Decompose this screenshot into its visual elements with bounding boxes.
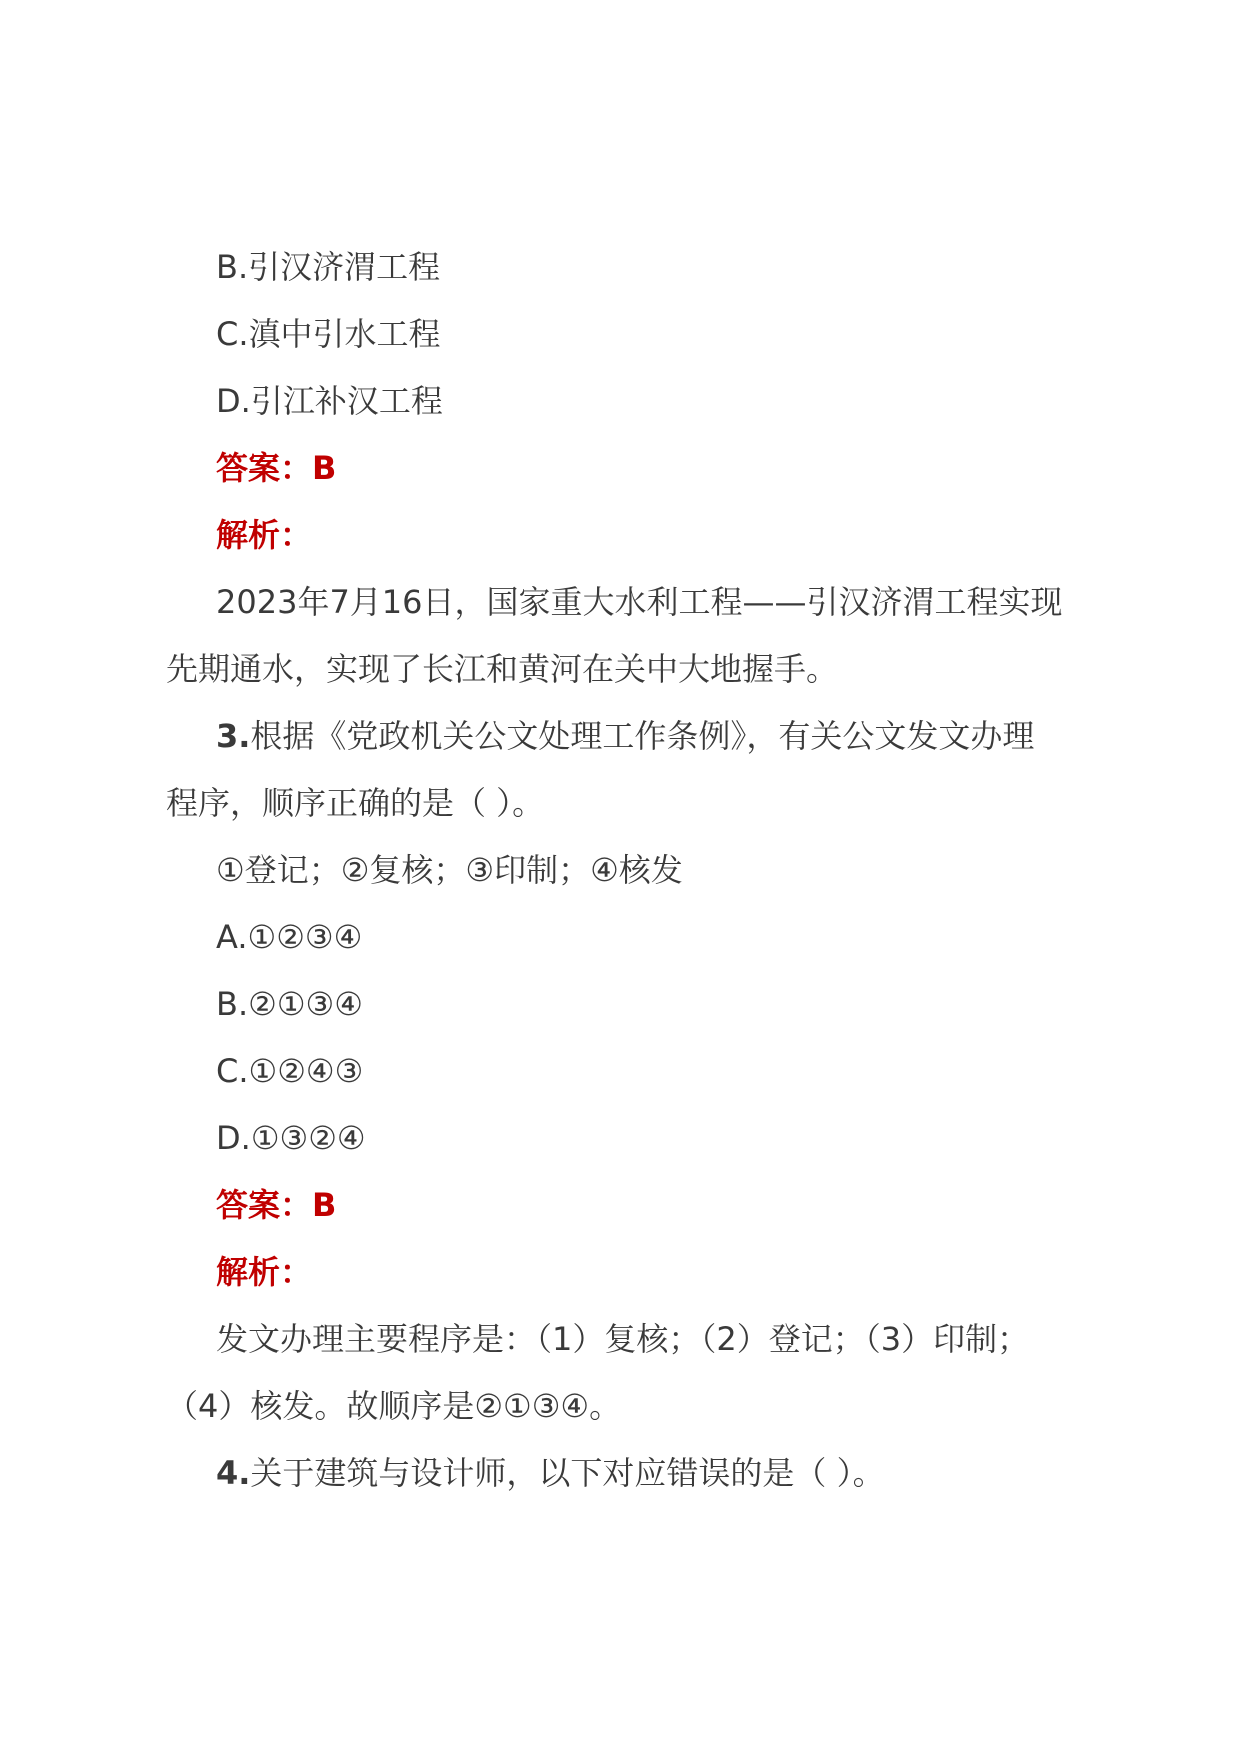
q3-option-b: B.②①③④ xyxy=(216,985,363,1023)
q3-analysis-title: 解析： xyxy=(216,1253,313,1291)
q3-option-c: C.①②④③ xyxy=(216,1052,364,1090)
q3-stem-text: 根据《党政机关公文处理工作条例》，有关公文发文办理 xyxy=(250,717,1035,755)
q4-stem xyxy=(166,1440,1110,1507)
q2-option-c: C.滇中引水工程 xyxy=(216,315,441,353)
q3-stem-line1 xyxy=(166,703,1110,770)
q3-option-d: D.①③②④ xyxy=(216,1119,366,1157)
q4-stem-text: 关于建筑与设计师，以下对应错误的是（ ）。 xyxy=(250,1454,885,1492)
document-page xyxy=(166,234,1110,1507)
q2-analysis-line1: 2023年7月16日，国家重大水利工程——引汉济渭工程实现 xyxy=(216,583,1063,621)
q3-option-a: A.①②③④ xyxy=(216,918,363,956)
q3-stem-line2: 程序，顺序正确的是（ ）。 xyxy=(166,784,545,822)
q2-answer: 答案：B xyxy=(216,449,337,487)
q2-analysis-title: 解析： xyxy=(216,516,313,554)
q3-items: ①登记；②复核；③印制；④核发 xyxy=(216,851,683,889)
q3-analysis-line1: 发文办理主要程序是：（1）复核；（2）登记；（3）印制； xyxy=(216,1320,1030,1358)
q2-option-d: D.引江补汉工程 xyxy=(216,382,443,420)
q2-option-b: B.引汉济渭工程 xyxy=(216,248,441,286)
q3-answer: 答案：B xyxy=(216,1186,337,1224)
q4-number: 4. xyxy=(216,1454,251,1492)
q3-number: 3. xyxy=(216,717,251,755)
q3-analysis-line2: （4）核发。故顺序是②①③④。 xyxy=(166,1387,622,1425)
q2-analysis-line2: 先期通水，实现了长江和黄河在关中大地握手。 xyxy=(166,650,839,688)
